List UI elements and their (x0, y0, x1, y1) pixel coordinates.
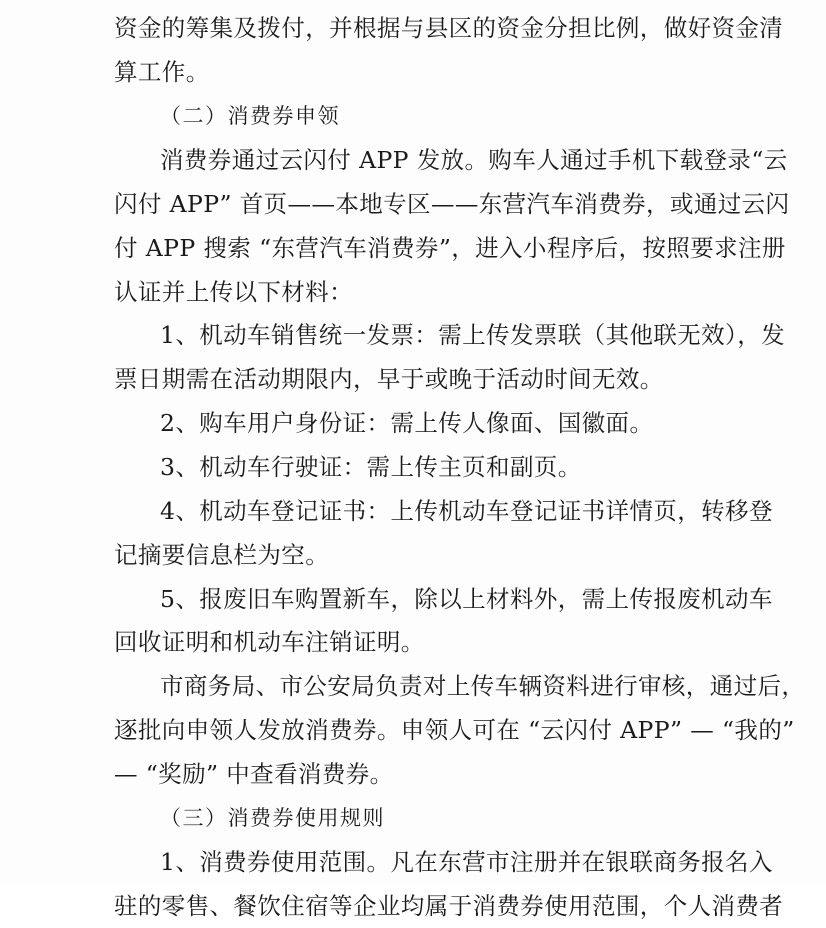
text-line: 认证并上传以下材料： (114, 278, 353, 306)
text-line: 付 APP 搜索 “东营汽车消费券”，进入小程序后，按照要求注册 (114, 234, 786, 262)
text-line: 票日期需在活动期限内，早于或晚于活动时间无效。 (114, 365, 664, 393)
list-item-3: 3、机动车行驶证：需上传主页和副页。 (160, 453, 582, 481)
list-item-5: 5、报废旧车购置新车，除以上材料外，需上传报废机动车 (160, 585, 773, 613)
text-line: 记摘要信息栏为空。 (114, 541, 330, 569)
text-line: 市商务局、市公安局负责对上传车辆资料进行审核，通过后， (160, 672, 806, 700)
text-line: 消费券通过云闪付 APP 发放。购车人通过手机下载登录“云 (160, 146, 788, 174)
text-line: — “奖励” 中查看消费券。 (114, 760, 394, 788)
section-heading-2: （二）消费券申领 (160, 104, 340, 128)
list-item-2: 2、购车用户身份证：需上传人像面、国徽面。 (160, 409, 654, 437)
list-item-1: 1、机动车销售统一发票：需上传发票联（其他联无效），发 (160, 321, 786, 349)
text-line: 算工作。 (114, 58, 210, 86)
text-line: 驻的零售、餐饮住宿等企业均属于消费券使用范围，个人消费者 (114, 892, 784, 920)
list-item-4: 4、机动车登记证书：上传机动车登记证书详情页，转移登 (160, 497, 773, 525)
text-line: 资金的筹集及拨付，并根据与县区的资金分担比例，做好资金清 (114, 14, 784, 42)
section-heading-3: （三）消费券使用规则 (160, 806, 385, 830)
text-line: 闪付 APP” 首页——本地专区——东营汽车消费券，或通过云闪 (114, 190, 790, 218)
list-item-1: 1、消费券使用范围。凡在东营市注册并在银联商务报名入 (160, 848, 773, 876)
text-line: 逐批向申领人发放消费券。申领人可在 “云闪付 APP” — “我的” (114, 716, 795, 744)
text-line: 回收证明和机动车注销证明。 (114, 628, 425, 656)
